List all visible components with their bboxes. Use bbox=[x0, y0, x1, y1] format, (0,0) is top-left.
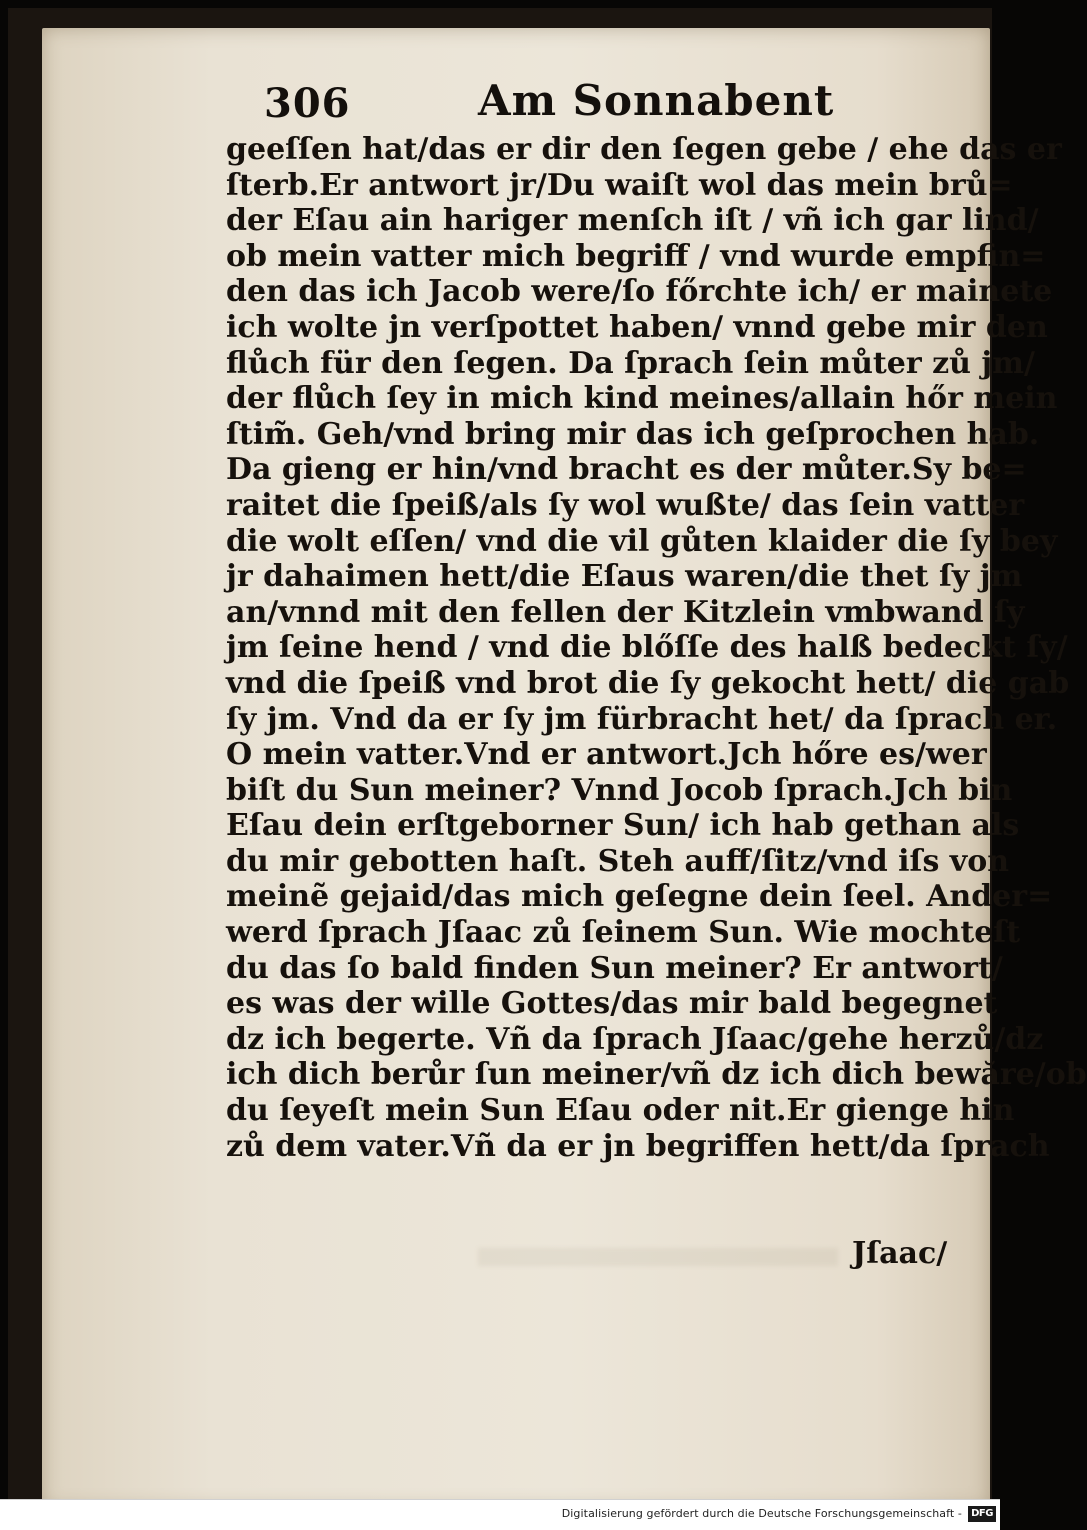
text-line: flůch für den ſegen. Da ſprach ſein můter zů jm/ bbox=[226, 345, 1035, 381]
running-head: Am Sonnabent bbox=[478, 76, 835, 125]
text-line: ſtim̃. Geh/vnd bring mir das ich geſprochen hab. bbox=[226, 416, 1040, 452]
text-line: an/vnnd mit den fellen der Kitzlein vmbwand ſy bbox=[226, 594, 1025, 630]
text-line: du ſeyeſt mein Sun Eſau oder nit.Er gienge hin bbox=[226, 1093, 1015, 1129]
text-line: ich dich berůr ſun meiner/vñ dz ich dich bewăre/ob bbox=[226, 1057, 1087, 1093]
text-line: den das ich Jacob were/ſo főrchte ich/ er mainete bbox=[226, 274, 1053, 310]
text-line: geeſſen hat/das er dir den ſegen gebe / ehe das er bbox=[226, 132, 1062, 167]
footer-bar bbox=[0, 1499, 1000, 1530]
text-line: der Eſau ain hariger menſch iſt / vñ ich gar lind/ bbox=[226, 203, 1039, 239]
bleed-through-shadow bbox=[478, 1248, 838, 1266]
text-line: werd ſprach Jſaac zů ſeinem Sun. Wie mochteſt bbox=[226, 915, 1021, 951]
text-line: der flůch ſey in mich kind meines/allain hőr mein bbox=[226, 381, 1058, 417]
text-line: jr dahaimen hett/die Eſaus waren/die thet ſy jm bbox=[226, 559, 1023, 595]
text-line: es was der wille Gottes/das mir bald begegnet bbox=[226, 986, 998, 1022]
text-line: O mein vatter.Vnd er antwort.Jch hőre es/wer bbox=[226, 737, 987, 773]
text-line: biſt du Sun meiner? Vnnd Jocob ſprach.Jch bin bbox=[226, 772, 1013, 808]
text-line: ich wolte jn verſpottet haben/ vnnd gebe mir den bbox=[226, 309, 1048, 345]
text-line: du mir gebotten haſt. Steh auff/ſitz/vnd iſs von bbox=[226, 843, 1010, 879]
text-line: jm ſeine hend / vnd die blőſſe des halß bedeckt ſy/ bbox=[226, 630, 1068, 666]
text-line: dz ich begerte. Vñ da ſprach Jſaac/gehe herzů/dz bbox=[226, 1021, 1044, 1057]
footer-credit: Digitalisierung gefördert durch die Deutsche Forschungsgemeinschaft - bbox=[561, 1507, 962, 1520]
text-line: meinẽ gejaid/das mich geſegne dein ſeel. Ander= bbox=[226, 879, 1053, 915]
text-line: ſterb.Er antwort jr/Du waiſt wol das mein brů= bbox=[226, 167, 1013, 203]
text-line: Da gieng er hin/vnd bracht es der můter.Sy be= bbox=[226, 452, 1027, 488]
text-line: raitet die ſpeiß/als ſy wol wußte/ das ſein vatter bbox=[226, 487, 1025, 523]
page-number: 306 bbox=[264, 80, 351, 127]
body-text bbox=[226, 132, 1087, 1164]
text-line: zů dem vater.Vñ da er jn begriffen hett/da ſprach bbox=[226, 1128, 1050, 1164]
text-line: ob mein vatter mich begriff / vnd wurde empfin= bbox=[226, 238, 1046, 274]
text-line: ſy jm. Vnd da er ſy jm fürbracht het/ da ſprach er. bbox=[226, 701, 1058, 737]
dfg-logo: DFG bbox=[968, 1506, 996, 1522]
text-line: vnd die ſpeiß vnd brot die ſy gekocht hett/ die gab bbox=[226, 665, 1070, 701]
text-line: du das ſo bald finden Sun meiner? Er antwort/ bbox=[226, 950, 1003, 986]
text-line: die wolt eſſen/ vnd die vil gůten klaider die ſy bey bbox=[226, 523, 1058, 559]
text-line: Eſau dein erſtgeborner Sun/ ich hab gethan als bbox=[226, 808, 1020, 844]
catchword: Jſaac/ bbox=[852, 1236, 948, 1271]
